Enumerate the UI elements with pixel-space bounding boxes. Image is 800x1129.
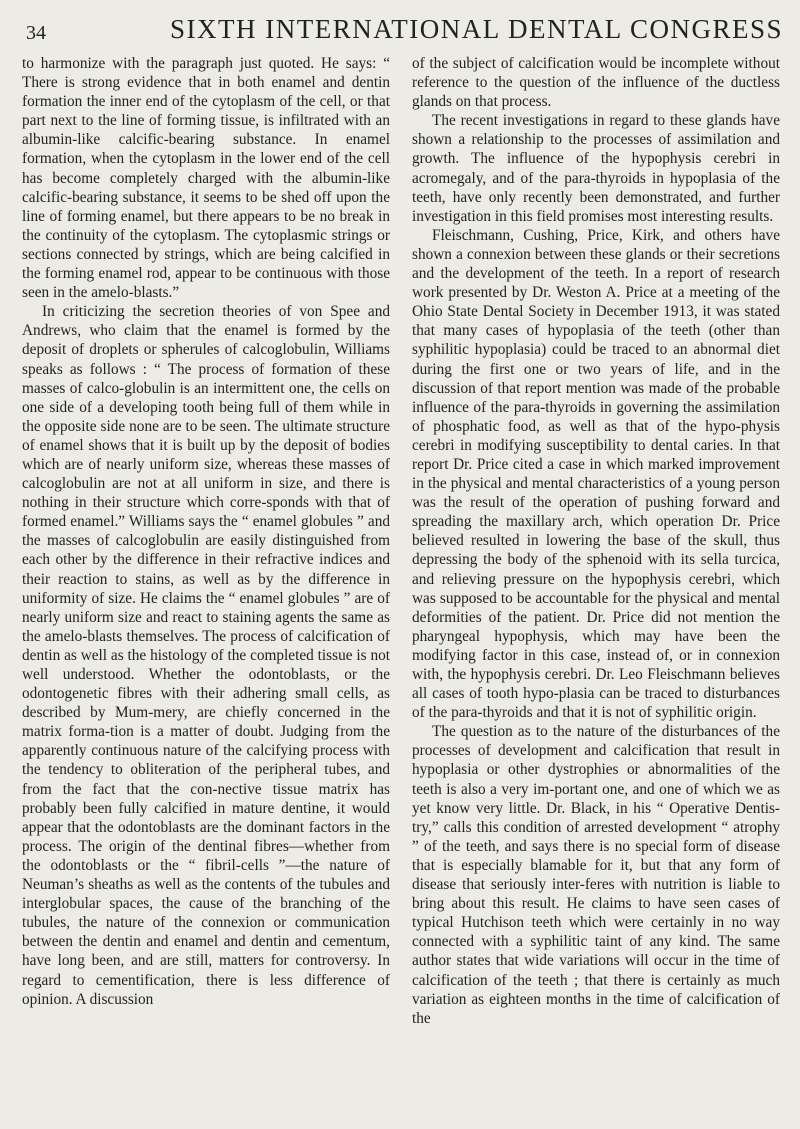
paragraph: to harmonize with the paragraph just quoted. He says: “ There is strong evidence that in both enamel and dentin formation the inner end of the cytoplasm of the cell, or that part next to the line of forming tissue, is infiltrated with an albumin-like calcific-bearing substance. In enamel formation, when the cytoplasm in the lower end of the cell has become completely charged with the albumin-like calcific-bearing substance, it seems to be shed off upon the line of forming enamel, but there appears to be no break in the continuity of the cytoplasm. The cytoplasmic strings or sections connected by strings, which are being calcified in the forming enamel rod, appear to be continuous with those seen in the amelo-blasts.” <box>22 55 390 302</box>
text-columns <box>22 54 780 1114</box>
running-title: SIXTH INTERNATIONAL DENTAL CONGRESS <box>170 14 784 44</box>
paragraph: The question as to the nature of the disturbances of the processes of development and calcification that result in hypoplasia or other dystrophies or abnormalities of the teeth is also a very im-portant one, and one of which we as yet know very little. Dr. Black, in his “ Operative Dentis-try,” calls this condition of arrested development “ atrophy ” of the teeth, and says there is no special form of disease that is especially blamable for it, but that any form of disease that seriously inter-feres with nutrition is liable to bring about this result. He claims to have seen cases of typical Hutchison teeth which were certainly in no way connected with a syphilitic taint of any kind. The same author states that wide variations will occur in the time of calcification of the teeth ; that there is certainly as much variation as eighteen months in the time of calcification of the <box>412 723 780 1027</box>
paragraph: The recent investigations in regard to these glands have shown a relationship to the processes of assimilation and growth. The influence of the hypophysis cerebri in acromegaly, and of the para-thyroids in hypoplasia of the teeth, have only recently been demonstrated, and further investigation in this field promises most interesting results. <box>412 112 780 225</box>
paragraph: In criticizing the secretion theories of von Spee and Andrews, who claim that the enamel is formed by the deposit of droplets or spherules of calcoglobulin, Williams speaks as follows : “ The process of formation of these masses of calco-globulin is an intermittent one, the cells on one side of a developing tooth being full of them while in the opposite side none are to be seen. The ultimate structure of enamel shows that it is built up by the deposit of bodies which are of nearly uniform size, whereas these masses of calcoglobulin are not at all uniform in size, and there is nothing in their structure which corre-sponds with that of formed enamel.” Williams says the “ enamel globules ” and the masses of calcoglobulin are easily distinguished from each other by the difference in their refractive indices and their reaction to stains, as well as by the difference in uniformity of size. He claims the “ enamel globules ” are of nearly uniform size and react to staining agents the same as the amelo-blasts themselves. The process of calcification of dentin as well as the histology of the completed tissue is not well understood. Whether the odontoblasts, or the odontogenetic fibres with their adhering small cells, as described by Mum-mery, are chiefly concerned in the matrix forma-tion is a matter of doubt. Judging from the apparently continuous nature of the calcifying process with the tendency to obliteration of the peripheral tubes, and from the fact that the con-nective tissue matrix has probably been fully calcified in mature dentine, it would appear that the odontoblasts are the dominant factors in the process. The origin of the dentinal fibres—whether from the odontoblasts or the “ fibril-cells ”—the nature of Neuman’s sheaths as well as the contents of the tubules and interglobular spaces, the cause of the branching of the tubules, the nature of the connexion or communication between the dentin and enamel and dentin and cementum, have long been, and are still, matters for controversy. In regard to cementification, there is less difference of opinion. A discussion <box>22 303 390 1008</box>
page-number: 34 <box>26 22 46 44</box>
page-header <box>22 14 784 54</box>
right-column <box>412 54 780 1114</box>
left-column <box>22 54 390 1114</box>
paragraph: of the subject of calcification would be incomplete without reference to the question of the influence of the ductless glands on that process. <box>412 55 780 111</box>
paragraph: Fleischmann, Cushing, Price, Kirk, and others have shown a connexion between these glands or their secretions and the development of the teeth. In a report of research work presented by Dr. Weston A. Price at a meeting of the Ohio State Dental Society in December 1913, it was stated that many cases of hypoplasia of the teeth (other than syphilitic hypoplasia) could be traced to an abnormal diet during the first one or two years of life, and in the discussion of that report mention was made of the probable influence of the para-thyroids in governing the assimilation of phosphatic food, as well as that of the hypo-physis cerebri in modifying susceptibility to dental caries. In that report Dr. Price cited a case in which marked improvement in the physical and mental characteristics of a young person was the result of the operation of pushing forward and spreading the maxillary arch, which operation Dr. Price believed resulted in lowering the base of the skull, thus depressing the body of the sphenoid with its sella turcica, and relieving pressure on the hypophysis cerebri, which was supposed to be accountable for the physical and mental deformities of the patient. Dr. Price did not mention the pharyngeal hypophysis, which may have been the modifying factor in this case, instead of, or in connexion with, the hypophysis cerebri. Dr. Leo Fleischmann believes all cases of tooth hypo-plasia can be traced to disturbances of the para-thyroids and that it is not of syphilitic origin. <box>412 226 780 722</box>
